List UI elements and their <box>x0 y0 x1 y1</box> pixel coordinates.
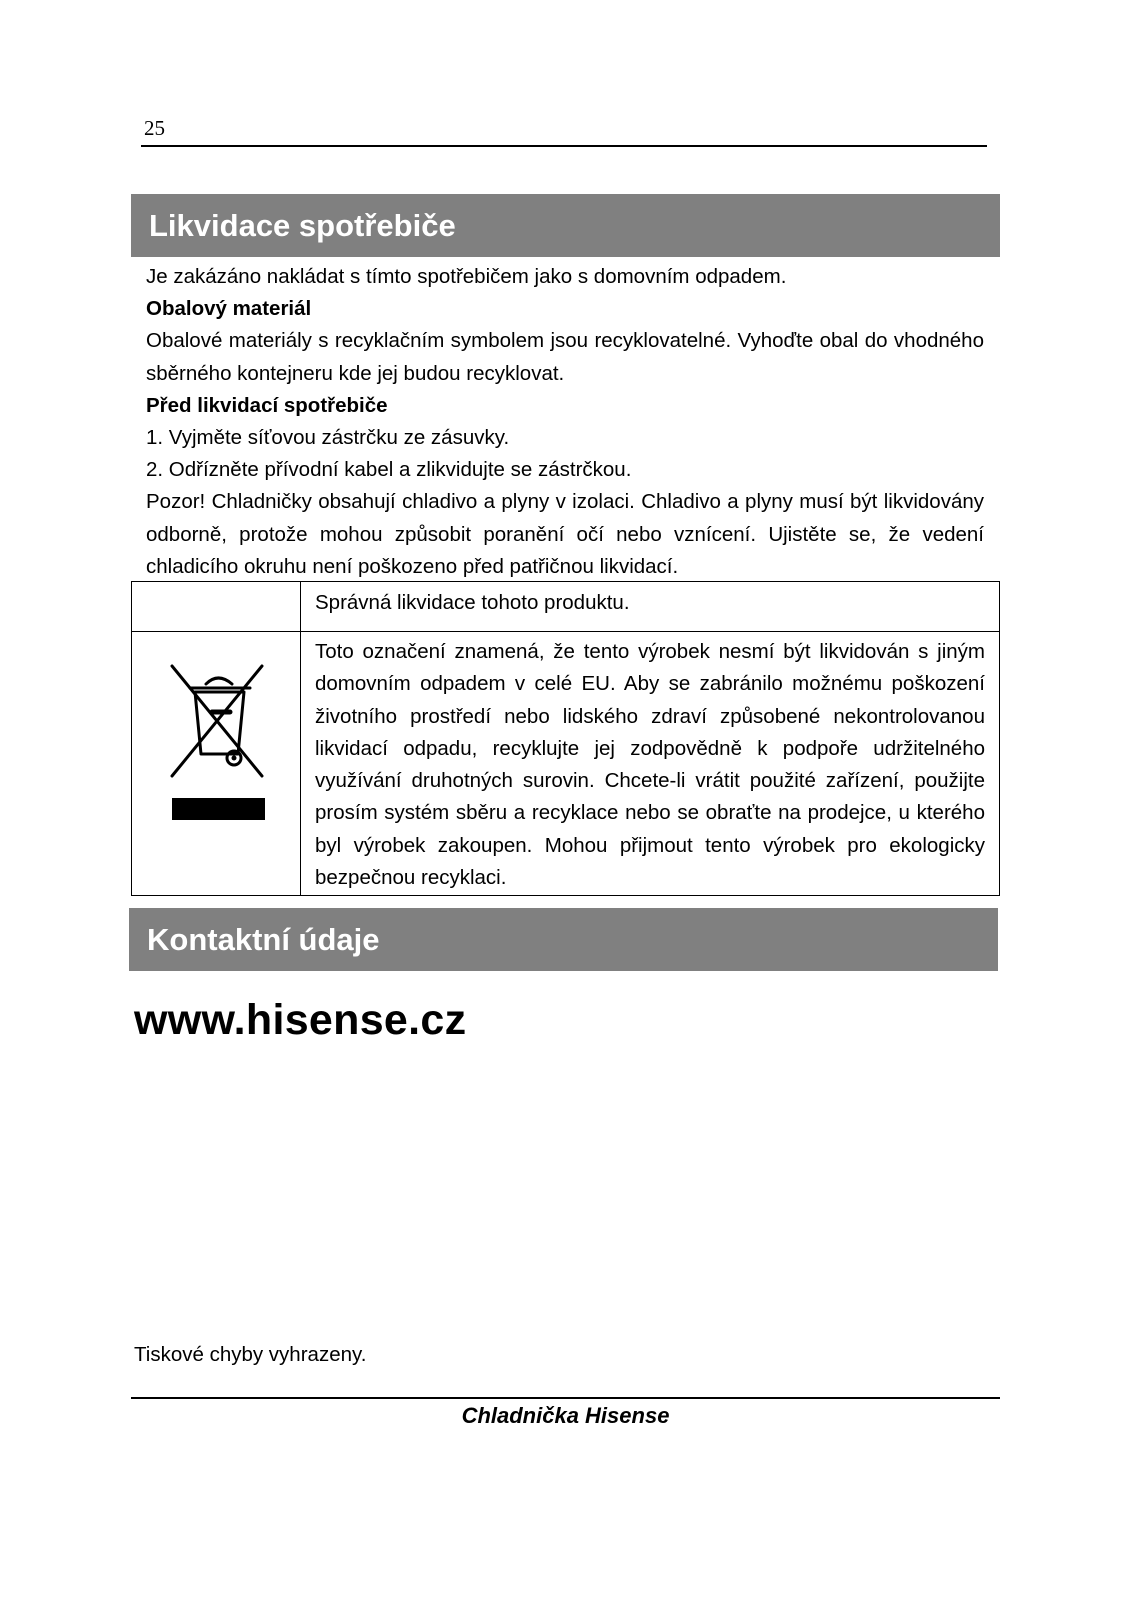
step-2: 2. Odřízněte přívodní kabel a zlikvidujte se zástrčkou. <box>146 458 632 482</box>
step-1: 1. Vyjměte síťovou zástrčku ze zásuvky. <box>146 426 510 450</box>
table-cell-description: Toto označení znamená, že tento výrobek nesmí být likvidován s jiným domovním odpadem v celé EU. Aby se zabránilo možnému poškození životního prostředí nebo lidského zdraví způsobené nekontrolovanou likvidací odpadu, recyklujte jej zodpovědně k podpoře udržitelného využívání druhotných surovin. Chcete-li vrátit použité zařízení, použijte prosím systém sběru a recyklace nebo se obraťte na prodejce, u kterého byl výrobek zakoupen. Mohou přijmout tento výrobek pro ekologicky bezpečnou recyklaci. <box>301 632 1000 896</box>
website-url: www.hisense.cz <box>134 996 467 1044</box>
section-title-contact: Kontaktní údaje <box>129 908 998 971</box>
page-number: 25 <box>144 116 165 140</box>
table-cell-empty <box>132 582 301 632</box>
packaging-heading: Obalový materiál <box>146 297 312 321</box>
table-row <box>132 632 1000 896</box>
warning-text: Pozor! Chladničky obsahují chladivo a plyny v izolaci. Chladivo a plyny musí být likvidovány odborně, protože mohou způsobit poranění očí nebo vznícení. Ujistěte se, že vedení chladicího okruhu není poškozeno před patřičnou likvidací. <box>146 490 984 578</box>
footnote: Tiskové chyby vyhrazeny. <box>134 1343 367 1366</box>
header-rule <box>141 145 987 147</box>
section-title-disposal: Likvidace spotřebiče <box>131 194 1000 257</box>
disposal-body <box>146 261 984 583</box>
footer-title: Chladnička Hisense <box>461 1403 670 1428</box>
before-disposal-heading: Před likvidací spotřebiče <box>146 393 388 417</box>
table-cell-icon <box>132 632 301 896</box>
disposal-table <box>131 581 1000 896</box>
table-row <box>132 582 1000 632</box>
footer-rule <box>131 1397 1000 1399</box>
disposal-intro: Je zakázáno nakládat s tímto spotřebičem jako s domovním odpadem. <box>146 265 787 288</box>
crossed-out-wheelie-bin-icon <box>170 664 266 780</box>
table-cell-title: Správná likvidace tohoto produktu. <box>301 582 1000 632</box>
separate-collection-bar <box>172 798 265 820</box>
packaging-text: Obalové materiály s recyklačním symbolem jsou recyklovatelné. Vyhoďte obal do vhodného sběrného kontejneru kde jej budou recyklovat. <box>146 329 984 385</box>
